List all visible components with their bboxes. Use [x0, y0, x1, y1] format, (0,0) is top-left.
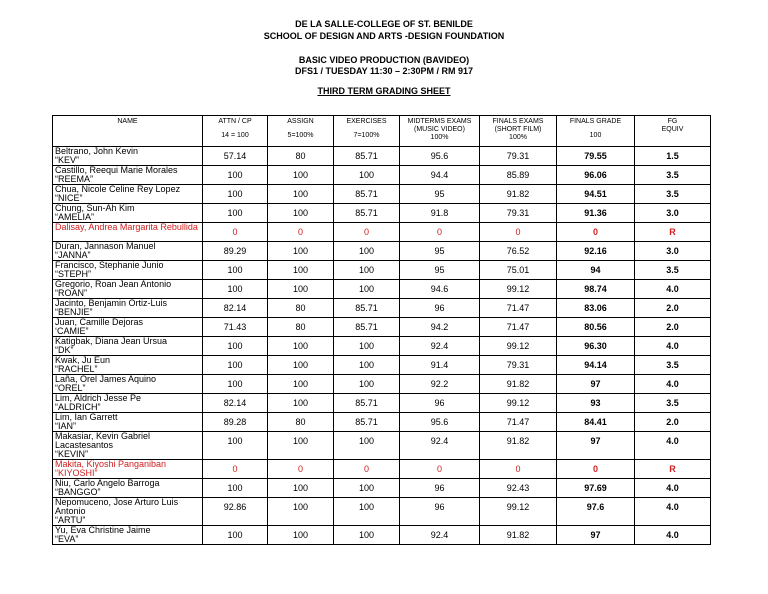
student-nickname: “ALDRICH” — [55, 402, 101, 412]
student-name-cell — [53, 375, 203, 394]
student-name: Duran, Jannason Manuel — [55, 241, 156, 251]
attn-cell: 100 — [203, 185, 268, 204]
fg-equiv-cell: 3.0 — [635, 204, 711, 223]
student-name-cell — [53, 299, 203, 318]
assign-cell: 80 — [268, 147, 334, 166]
department-name: SCHOOL OF DESIGN AND ARTS -DESIGN FOUNDATION — [263, 31, 505, 41]
exercises-cell: 0 — [334, 460, 400, 479]
student-nickname: “BANGGO” — [55, 487, 101, 497]
midterms-cell: 91.8 — [400, 204, 480, 223]
finals-grade-cell: 94.14 — [557, 356, 635, 375]
col-header-name: NAME — [53, 116, 203, 147]
student-name: Nepomuceno, Jose Arturo Luis Antonio — [55, 497, 179, 516]
col-header-assign: ASSIGN 5=100% — [268, 116, 334, 147]
attn-cell: 100 — [203, 432, 268, 460]
attn-cell: 100 — [203, 166, 268, 185]
student-name: Lim, Aldrich Jesse Pe — [55, 393, 142, 403]
student-name: Castillo, Reequi Marie Morales — [55, 165, 178, 175]
finals-cell: 79.31 — [480, 356, 557, 375]
midterms-cell: 95 — [400, 242, 480, 261]
assign-cell: 100 — [268, 185, 334, 204]
student-nickname: “ROAN” — [55, 288, 87, 298]
student-nickname: “OREL” — [55, 383, 86, 393]
fg-equiv-cell: R — [635, 223, 711, 242]
table-row — [53, 280, 711, 299]
midterms-cell: 96 — [400, 299, 480, 318]
assign-cell: 100 — [268, 204, 334, 223]
exercises-cell: 85.71 — [334, 394, 400, 413]
exercises-cell: 85.71 — [334, 204, 400, 223]
section-schedule: DFS1 / TUESDAY 11:30 – 2:30PM / RM 917 — [294, 66, 474, 76]
student-name-cell — [53, 185, 203, 204]
fg-equiv-cell: 1.5 — [635, 147, 711, 166]
school-name: DE LA SALLE-COLLEGE OF ST. BENILDE — [295, 19, 473, 29]
col-header-finals: FINALS EXAMS (SHORT FILM) 100% — [480, 116, 557, 147]
student-nickname: “KIYOSHI” — [55, 468, 98, 478]
exercises-cell: 100 — [334, 242, 400, 261]
finals-grade-cell: 97 — [557, 526, 635, 545]
finals-grade-cell: 0 — [557, 223, 635, 242]
table-row — [53, 223, 711, 242]
finals-grade-cell: 97 — [557, 432, 635, 460]
finals-cell: 99.12 — [480, 280, 557, 299]
student-name-cell — [53, 413, 203, 432]
exercises-cell: 85.71 — [334, 185, 400, 204]
attn-cell: 100 — [203, 479, 268, 498]
exercises-cell: 85.71 — [334, 147, 400, 166]
table-row — [53, 479, 711, 498]
fg-equiv-cell: 2.0 — [635, 318, 711, 337]
fg-equiv-cell: R — [635, 460, 711, 479]
student-name: Jacinto, Benjamin Ortiz-Luis — [55, 298, 168, 308]
attn-cell: 89.28 — [203, 413, 268, 432]
table-row — [53, 413, 711, 432]
fg-equiv-cell: 4.0 — [635, 479, 711, 498]
table-row — [53, 460, 711, 479]
student-name-cell — [53, 318, 203, 337]
finals-grade-cell: 93 — [557, 394, 635, 413]
assign-cell: 100 — [268, 432, 334, 460]
table-row — [53, 318, 711, 337]
finals-cell: 71.47 — [480, 318, 557, 337]
course-name: BASIC VIDEO PRODUCTION (BAVIDEO) — [298, 55, 470, 65]
col-header-exercises: EXERCISES 7=100% — [334, 116, 400, 147]
finals-grade-cell: 92.16 — [557, 242, 635, 261]
exercises-cell: 100 — [334, 261, 400, 280]
exercises-cell: 100 — [334, 526, 400, 545]
finals-cell: 75.01 — [480, 261, 557, 280]
exercises-cell: 100 — [334, 166, 400, 185]
table-row — [53, 432, 711, 460]
exercises-cell: 100 — [334, 498, 400, 526]
attn-cell: 100 — [203, 337, 268, 356]
assign-cell: 100 — [268, 280, 334, 299]
midterms-cell: 91.4 — [400, 356, 480, 375]
assign-cell: 100 — [268, 498, 334, 526]
midterms-cell: 95 — [400, 185, 480, 204]
attn-cell: 92.86 — [203, 498, 268, 526]
student-name: Chung, Sun-Ah Kim — [55, 203, 135, 213]
student-name-cell — [53, 394, 203, 413]
finals-cell: 91.82 — [480, 526, 557, 545]
finals-cell: 0 — [480, 460, 557, 479]
attn-cell: 100 — [203, 356, 268, 375]
finals-cell: 79.31 — [480, 147, 557, 166]
table-row — [53, 166, 711, 185]
student-name-cell — [53, 337, 203, 356]
finals-cell: 99.12 — [480, 337, 557, 356]
fg-equiv-cell: 4.0 — [635, 498, 711, 526]
grading-table — [52, 115, 711, 545]
fg-equiv-cell: 2.0 — [635, 299, 711, 318]
midterms-cell: 96 — [400, 394, 480, 413]
midterms-cell: 94.2 — [400, 318, 480, 337]
midterms-cell: 92.2 — [400, 375, 480, 394]
table-row — [53, 337, 711, 356]
finals-grade-cell: 97.69 — [557, 479, 635, 498]
student-name: Niu, Carlo Angelo Barroga — [55, 478, 160, 488]
student-name: Laña, Orel James Aquino — [55, 374, 157, 384]
student-nickname: “STEPH” — [55, 269, 91, 279]
finals-cell: 79.31 — [480, 204, 557, 223]
midterms-cell: 95.6 — [400, 413, 480, 432]
student-nickname: “EVA” — [55, 534, 79, 544]
midterms-cell: 0 — [400, 460, 480, 479]
exercises-cell: 100 — [334, 280, 400, 299]
finals-grade-cell: 80.56 — [557, 318, 635, 337]
finals-cell: 71.47 — [480, 413, 557, 432]
col-header-finals-grade: FINALS GRADE 100 — [557, 116, 635, 147]
student-nickname: “JANNA” — [55, 250, 91, 260]
assign-cell: 100 — [268, 479, 334, 498]
table-row — [53, 356, 711, 375]
finals-grade-cell: 0 — [557, 460, 635, 479]
student-nickname: “IAN” — [55, 421, 76, 431]
col-header-attn: ATTN / CP 14 = 100 — [203, 116, 268, 147]
student-name: Yu, Eva Christine Jaime — [55, 525, 151, 535]
finals-cell: 76.52 — [480, 242, 557, 261]
table-row — [53, 204, 711, 223]
student-name-cell — [53, 280, 203, 299]
attn-cell: 57.14 — [203, 147, 268, 166]
finals-grade-cell: 97 — [557, 375, 635, 394]
student-name-cell — [53, 479, 203, 498]
fg-equiv-cell: 4.0 — [635, 432, 711, 460]
exercises-cell: 100 — [334, 356, 400, 375]
attn-cell: 71.43 — [203, 318, 268, 337]
finals-cell: 0 — [480, 223, 557, 242]
attn-cell: 100 — [203, 204, 268, 223]
fg-equiv-cell: 3.5 — [635, 185, 711, 204]
finals-cell: 91.82 — [480, 185, 557, 204]
finals-grade-cell: 96.30 — [557, 337, 635, 356]
student-name: Dalisay, Andrea Margarita Rebullida — [55, 222, 198, 232]
finals-grade-cell: 79.55 — [557, 147, 635, 166]
exercises-cell: 100 — [334, 337, 400, 356]
assign-cell: 100 — [268, 526, 334, 545]
table-row — [53, 498, 711, 526]
finals-cell: 71.47 — [480, 299, 557, 318]
student-nickname: “KEVIN” — [55, 449, 89, 459]
student-nickname: “REEMA” — [55, 174, 93, 184]
fg-equiv-cell: 4.0 — [635, 375, 711, 394]
student-name: Katigbak, Diana Jean Ursua — [55, 336, 168, 346]
midterms-cell: 92.4 — [400, 526, 480, 545]
midterms-cell: 94.4 — [400, 166, 480, 185]
attn-cell: 100 — [203, 526, 268, 545]
attn-cell: 82.14 — [203, 299, 268, 318]
student-name-cell — [53, 432, 203, 460]
student-name: Francisco, Stephanie Junio — [55, 260, 164, 270]
finals-cell: 92.43 — [480, 479, 557, 498]
student-nickname: ‘CAMIE” — [55, 326, 89, 336]
assign-cell: 100 — [268, 166, 334, 185]
table-row — [53, 147, 711, 166]
finals-grade-cell: 83.06 — [557, 299, 635, 318]
student-nickname: “AMELIA” — [55, 212, 95, 222]
assign-cell: 0 — [268, 223, 334, 242]
student-name: Makasiar, Kevin Gabriel Lacastesantos — [55, 431, 151, 450]
attn-cell: 89.29 — [203, 242, 268, 261]
attn-cell: 0 — [203, 460, 268, 479]
assign-cell: 100 — [268, 375, 334, 394]
midterms-cell: 95 — [400, 261, 480, 280]
attn-cell: 100 — [203, 261, 268, 280]
student-nickname: “NICE” — [55, 193, 83, 203]
exercises-cell: 0 — [334, 223, 400, 242]
table-row — [53, 526, 711, 545]
student-nickname: “BENJIE” — [55, 307, 93, 317]
sheet-title: THIRD TERM GRADING SHEET — [317, 86, 451, 96]
student-name-cell — [53, 356, 203, 375]
exercises-cell: 85.71 — [334, 318, 400, 337]
exercises-cell: 100 — [334, 479, 400, 498]
finals-grade-cell: 97.6 — [557, 498, 635, 526]
fg-equiv-cell: 3.5 — [635, 166, 711, 185]
student-name: Chua, Nicole Celine Rey Lopez — [55, 184, 181, 194]
finals-cell: 99.12 — [480, 498, 557, 526]
attn-cell: 82.14 — [203, 394, 268, 413]
student-name: Makita, Kiyoshi Panganiban — [55, 459, 167, 469]
attn-cell: 100 — [203, 280, 268, 299]
student-name: Beltrano, John Kevin — [55, 146, 139, 156]
student-name: Gregorio, Roan Jean Antonio — [55, 279, 172, 289]
assign-cell: 100 — [268, 337, 334, 356]
midterms-cell: 94.6 — [400, 280, 480, 299]
assign-cell: 100 — [268, 394, 334, 413]
midterms-cell: 92.4 — [400, 432, 480, 460]
student-name-cell — [53, 242, 203, 261]
exercises-cell: 100 — [334, 432, 400, 460]
student-nickname: “KEV” — [55, 155, 80, 165]
student-name-cell — [53, 204, 203, 223]
finals-cell: 91.82 — [480, 375, 557, 394]
assign-cell: 100 — [268, 242, 334, 261]
table-row — [53, 261, 711, 280]
midterms-cell: 0 — [400, 223, 480, 242]
finals-grade-cell: 91.36 — [557, 204, 635, 223]
fg-equiv-cell: 3.5 — [635, 394, 711, 413]
fg-equiv-cell: 3.5 — [635, 356, 711, 375]
attn-cell: 100 — [203, 375, 268, 394]
student-nickname: “RACHEL” — [55, 364, 98, 374]
exercises-cell: 85.71 — [334, 413, 400, 432]
student-name: Lim, Ian Garrett — [55, 412, 118, 422]
student-nickname: “ARTU” — [55, 515, 86, 525]
finals-grade-cell: 96.06 — [557, 166, 635, 185]
fg-equiv-cell: 3.5 — [635, 261, 711, 280]
midterms-cell: 95.6 — [400, 147, 480, 166]
finals-cell: 99.12 — [480, 394, 557, 413]
fg-equiv-cell: 3.0 — [635, 242, 711, 261]
attn-cell: 0 — [203, 223, 268, 242]
exercises-cell: 100 — [334, 375, 400, 394]
finals-cell: 91.82 — [480, 432, 557, 460]
col-header-midterms: MIDTERMS EXAMS (MUSIC VIDEO) 100% — [400, 116, 480, 147]
finals-grade-cell: 84.41 — [557, 413, 635, 432]
table-header-row — [53, 116, 711, 147]
exercises-cell: 85.71 — [334, 299, 400, 318]
fg-equiv-cell: 2.0 — [635, 413, 711, 432]
assign-cell: 100 — [268, 261, 334, 280]
finals-grade-cell: 98.74 — [557, 280, 635, 299]
col-header-fg-equiv: FG EQUIV — [635, 116, 711, 147]
student-name: Juan, Camille Dejoras — [55, 317, 144, 327]
table-row — [53, 185, 711, 204]
student-name-cell — [53, 460, 203, 479]
midterms-cell: 96 — [400, 498, 480, 526]
finals-cell: 85.89 — [480, 166, 557, 185]
fg-equiv-cell: 4.0 — [635, 337, 711, 356]
finals-grade-cell: 94 — [557, 261, 635, 280]
fg-equiv-cell: 4.0 — [635, 526, 711, 545]
finals-grade-cell: 94.51 — [557, 185, 635, 204]
student-name-cell — [53, 166, 203, 185]
student-name-cell — [53, 526, 203, 545]
assign-cell: 0 — [268, 460, 334, 479]
assign-cell: 80 — [268, 318, 334, 337]
midterms-cell: 92.4 — [400, 337, 480, 356]
table-row — [53, 299, 711, 318]
student-name: Kwak, Ju Eun — [55, 355, 111, 365]
assign-cell: 80 — [268, 413, 334, 432]
student-name-cell — [53, 223, 203, 242]
table-row — [53, 394, 711, 413]
student-name-cell — [53, 261, 203, 280]
midterms-cell: 96 — [400, 479, 480, 498]
assign-cell: 100 — [268, 356, 334, 375]
table-row — [53, 375, 711, 394]
student-nickname: “DK” — [55, 345, 74, 355]
table-row — [53, 242, 711, 261]
fg-equiv-cell: 4.0 — [635, 280, 711, 299]
assign-cell: 80 — [268, 299, 334, 318]
student-name-cell — [53, 498, 203, 526]
student-name-cell — [53, 147, 203, 166]
